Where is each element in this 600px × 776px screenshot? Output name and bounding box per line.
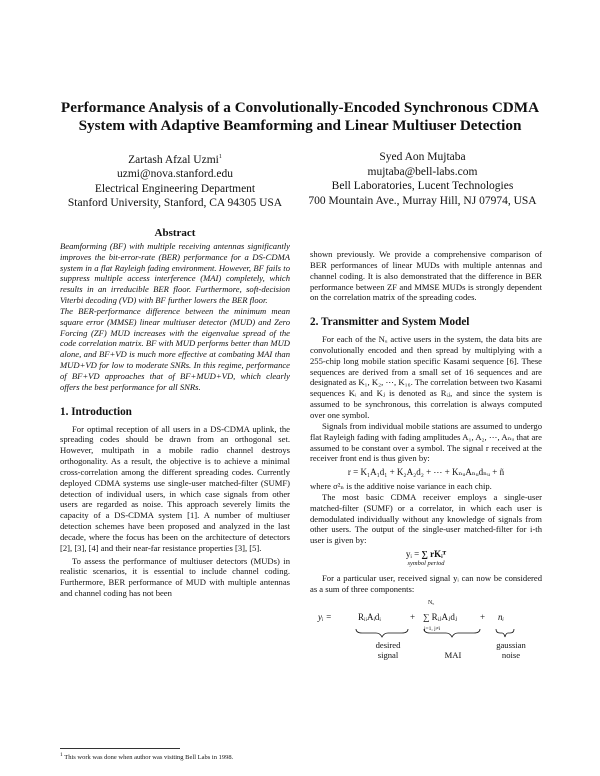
- paper-title: [60, 99, 540, 135]
- label-signal: signal: [377, 650, 399, 661]
- intro-paragraph-1: For optimal reception of all users in a DS-CDMA uplink, the spreading codes should be drawn from an orthogonal set. However, multipath in a mobile radio channel destroys orthogonality. As a result, the objective is to achieve a minimal cross-correlation among the different spreading codes. Currently deployed CDMA systems use single-user matched-filter (SUMF) detection of individual users, in which case signals from other users are regarded as noise. This approach severely limits the capacity of a DS-CDMA system [1]. A number of multiuser detection schemes have been proposed and analyzed in the last decade, where the focus has been on the architecture of detectors [2], [3], [4] and their near-far resistance properties [3], [5].: [60, 423, 290, 553]
- eq3-mai-term: ∑ RᵢⱼAⱼdⱼ: [423, 612, 458, 623]
- eq2-subscript: symbol period: [407, 559, 445, 567]
- label-desired-signal: [358, 640, 418, 660]
- abstract-heading: Abstract: [154, 227, 196, 239]
- eq3-noise-term: nᵢ: [498, 612, 504, 623]
- eq3-plus-2: +: [480, 612, 486, 623]
- system-paragraph-1: For each of the Nᵤ active users in the system, the data bits are convolutionally encoded and then spread by multiplying with a 255-chip long mobile station specific Kasami sequence [6]. These sequences are derived from a small set of 16 sequences and are designated as K₁, K₂, ⋯, K₁₆. The correlation between two Kasami sequences Kᵢ and Kⱼ is denoted as Rᵢⱼ, and since the system is assumed to be synchronous, this correlation is always computed over one symbol.: [310, 334, 542, 420]
- equation-components: [310, 598, 542, 668]
- author-address: 700 Mountain Ave., Murray Hill, NJ 07974, USA: [308, 194, 537, 207]
- eq3-lhs: yᵢ =: [318, 612, 332, 623]
- brace-mai: [424, 629, 480, 637]
- section-heading-system-model: 2. Transmitter and System Model: [310, 316, 470, 329]
- author-name: Syed Aon Mujtaba: [379, 151, 466, 163]
- author-block-1: [60, 150, 290, 211]
- brace-desired: [356, 629, 408, 637]
- author-name: Zartash Afzal Uzmi: [128, 153, 219, 166]
- eq3-sum-upper: Nᵤ: [428, 600, 435, 607]
- eq3-desired-term: RᵢᵢAᵢdᵢ: [358, 612, 381, 623]
- title-line-1: Performance Analysis of a Convolutionally-Encoded Synchronous CDMA: [60, 99, 540, 116]
- label-desired: desired: [375, 640, 401, 651]
- system-paragraph-2: Signals from individual mobile stations are assumed to undergo flat Rayleigh fading with fading amplitudes A₁, A₂, ⋯, Aₙᵤ that are assumed to be constant over a symbol. The signal r received at the receiver front end is thus given by:: [310, 420, 542, 464]
- author-email[interactable]: mujtaba@bell-labs.com: [367, 165, 478, 178]
- equation-received-signal: r = K₁A₁d₁ + K₂A₂d₂ + ⋯ + KₙᵤAₙᵤdₙᵤ + ñ: [347, 467, 505, 478]
- label-mai: MAI: [444, 650, 462, 661]
- footnote-text: This work was done when author was visiting Bell Labs in 1998.: [64, 754, 234, 762]
- title-line-2: System with Adaptive Beamforming and Linear Multiuser Detection: [78, 117, 522, 134]
- eq2-sum: ∑ rKᵢᵀ: [421, 549, 447, 560]
- system-paragraph-4: The most basic CDMA receiver employs a single-user matched-filter (SUMF) or a correlator, in which each user is demodulated individually without any knowledge of signals from other users. The output of the single-user matched-filter for i-th user is given by:: [310, 491, 542, 546]
- author-email[interactable]: uzmi@nova.stanford.edu: [117, 168, 233, 181]
- abstract-paragraph-2: The BER-performance difference between the minimum mean square error (MMSE) linear multiuser detector (MUD) and Zero Forcing (ZF) MUD increases with the eigenvalue spread of the code correlation matrix. BF with MUD performs better than MUD alone, and BF+VD is much more effective at combating MAI than MUD+VD for low to moderate SNRs. In this regime, performance of BF+VD approaches that of BF+MUD+VD, which clearly offers the best performance for all SNRs.: [60, 305, 290, 392]
- system-paragraph-5: For a particular user, received signal yᵢ can now be considered as a sum of three components:: [310, 572, 542, 594]
- author-address: Stanford University, Stanford, CA 94305 USA: [67, 197, 283, 210]
- underbraces: [354, 628, 539, 638]
- author-dept: Electrical Engineering Department: [94, 182, 256, 195]
- footnote-marker: 1: [218, 154, 222, 160]
- label-gaussian-noise: [486, 640, 536, 660]
- eq3-plus-1: +: [410, 612, 416, 623]
- eq2-lhs: yᵢ =: [405, 549, 420, 560]
- section-heading-introduction: 1. Introduction: [60, 405, 132, 418]
- author-dept: Bell Laboratories, Lucent Technologies: [331, 180, 514, 192]
- footnote-rule: [60, 748, 180, 749]
- label-noise: noise: [501, 650, 521, 661]
- intro-continuation: shown previously. We provide a comprehensive comparison of BER performances of linear MUDs with multiple antennas and channel coding. It is also demonstrated that the difference in BER performance between ZF and MMSE MUDs is strongly dependent on the correlation matrix of the spreading codes.: [310, 249, 542, 303]
- footnote: [60, 752, 290, 761]
- right-column: [310, 249, 542, 668]
- left-column: [60, 228, 290, 599]
- label-gaussian: gaussian: [496, 640, 526, 651]
- intro-paragraph-2: To assess the performance of multiuser detectors (MUDs) in realistic scenarios, it is essential to include channel coding. Furthermore, BER performance of MUD with multiple antennas and channel coding has not been: [60, 555, 290, 599]
- author-block-2: [305, 150, 540, 208]
- footnote-number: 1: [60, 752, 63, 758]
- brace-noise: [496, 629, 514, 637]
- system-paragraph-3: where σ²ₙ is the additive noise variance in each chip.: [310, 481, 492, 492]
- abstract-paragraph-1: Beamforming (BF) with multiple receiving antennas significantly improves the bit-error-rate (BER) performance for a DS-CDMA system in a flat Rayleigh fading environment. However, BF fails to suppress multiple access interference (MAI) completely, which results in an irreducible BER floor. Furthermore, soft-decision Viterbi decoding (VD) with BF further lowers the BER floor.: [60, 240, 290, 306]
- eq3-sum-lower: j=1, j≠i: [424, 626, 441, 633]
